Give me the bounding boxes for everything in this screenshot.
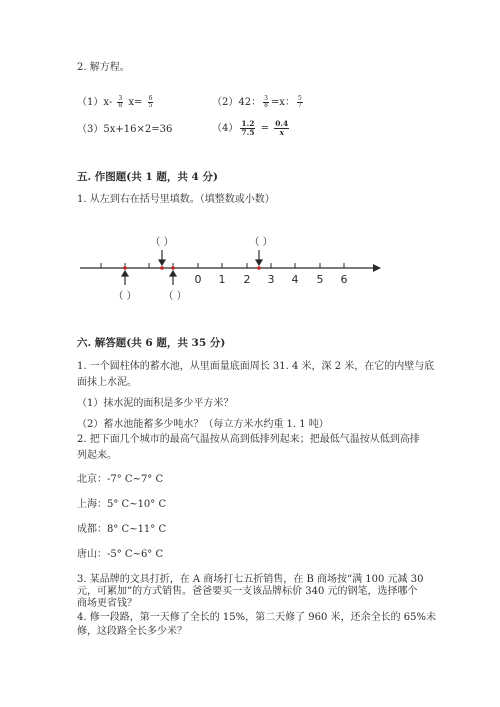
city-temperature: 成都：8° C~11° C	[77, 524, 167, 535]
problem-1-line: 1. 一个圆柱体的蓄水池，从里面量底面周长 31. 4 米，深 2 米，在它的内壁与底	[77, 361, 435, 372]
tick-label: 1	[218, 273, 226, 286]
problem-4-line: 4. 修一段路，第一天修了全长的 15%，第二天修了 960 米，还余全长的 65%未	[77, 612, 436, 623]
tick-label: 3	[267, 273, 275, 286]
question-1-text: 1. 从左到右在括号里填数。（填整数或小数）	[77, 194, 275, 205]
equation-middle: x=	[125, 97, 146, 108]
answer-blank: （ ）	[163, 291, 187, 302]
problem-1-sub-1: （1）抹水泥的面积是多少平方米？	[77, 398, 234, 409]
arrow-head-icon	[373, 264, 381, 272]
tick-label: 0	[194, 273, 202, 286]
question-title: 2. 解方程。	[77, 62, 130, 73]
problem-3-line: 3. 某品牌的文具打折，在 A 商场打七五折销售，在 B 商场按“满 100 元减 30	[77, 574, 424, 585]
section-heading-5: 五. 作图题(共 1 题，共 4 分)	[77, 171, 218, 183]
fraction: $\frac{3}{8}$	[264, 95, 268, 109]
tick-label: 2	[243, 273, 251, 286]
problem-3-line: 元，可累加”的方式销售。爸爸要买一支该品牌标价 340 元的钢笔，选择哪个	[77, 586, 418, 597]
equation-4	[212, 120, 291, 137]
equation-prefix: （4）	[212, 123, 239, 134]
problem-2-line: 2. 把下面几个城市的最高气温按从高到低排列起来；把最低气温按从低到高排	[77, 434, 420, 445]
number-line	[0, 228, 500, 308]
fraction: $\frac{1.2}{7.5}$	[241, 119, 255, 137]
problem-1-line: 面抹上水泥。	[77, 377, 137, 388]
section-heading-6: 六. 解答题(共 6 题，共 35 分)	[77, 337, 226, 349]
problem-4-line: 修，这段路全长多少米？	[77, 626, 187, 637]
equation-middle: =x：	[270, 97, 295, 108]
problem-3-line: 商场更省钱？	[77, 598, 137, 609]
fraction: $\frac{5}{7}$	[297, 95, 302, 109]
answer-blank: （ ）	[249, 237, 273, 248]
tick-label: 4	[291, 273, 299, 286]
answer-blank: （ ）	[113, 291, 137, 302]
fraction: $\frac{0.4}{x}$	[275, 119, 289, 137]
equation-prefix: （2）42：	[212, 97, 262, 108]
equation-middle: =	[257, 123, 273, 134]
equation-1	[77, 96, 155, 109]
city-temperature: 上海：5° C~10° C	[77, 499, 167, 510]
answer-blank: （ ）	[150, 237, 174, 248]
equation-3: （3）5x+16×2=36	[77, 124, 173, 135]
equation-prefix: （1）x-	[77, 97, 116, 108]
city-temperature: 唐山：-5° C~6° C	[77, 549, 164, 560]
problem-2-line: 列起来。	[77, 450, 117, 461]
fraction: $\frac{6}{5}$	[148, 95, 153, 109]
tick-label: 6	[340, 273, 348, 286]
city-temperature: 北京：-7° C~7° C	[77, 474, 164, 485]
tick-label: 5	[316, 273, 324, 286]
problem-1-sub-2: （2）蓄水池能蓄多少吨水？（每立方米水约重 1. 1 吨）	[77, 419, 329, 430]
fraction: $\frac{3}{8}$	[118, 95, 123, 109]
equation-2	[212, 96, 305, 109]
